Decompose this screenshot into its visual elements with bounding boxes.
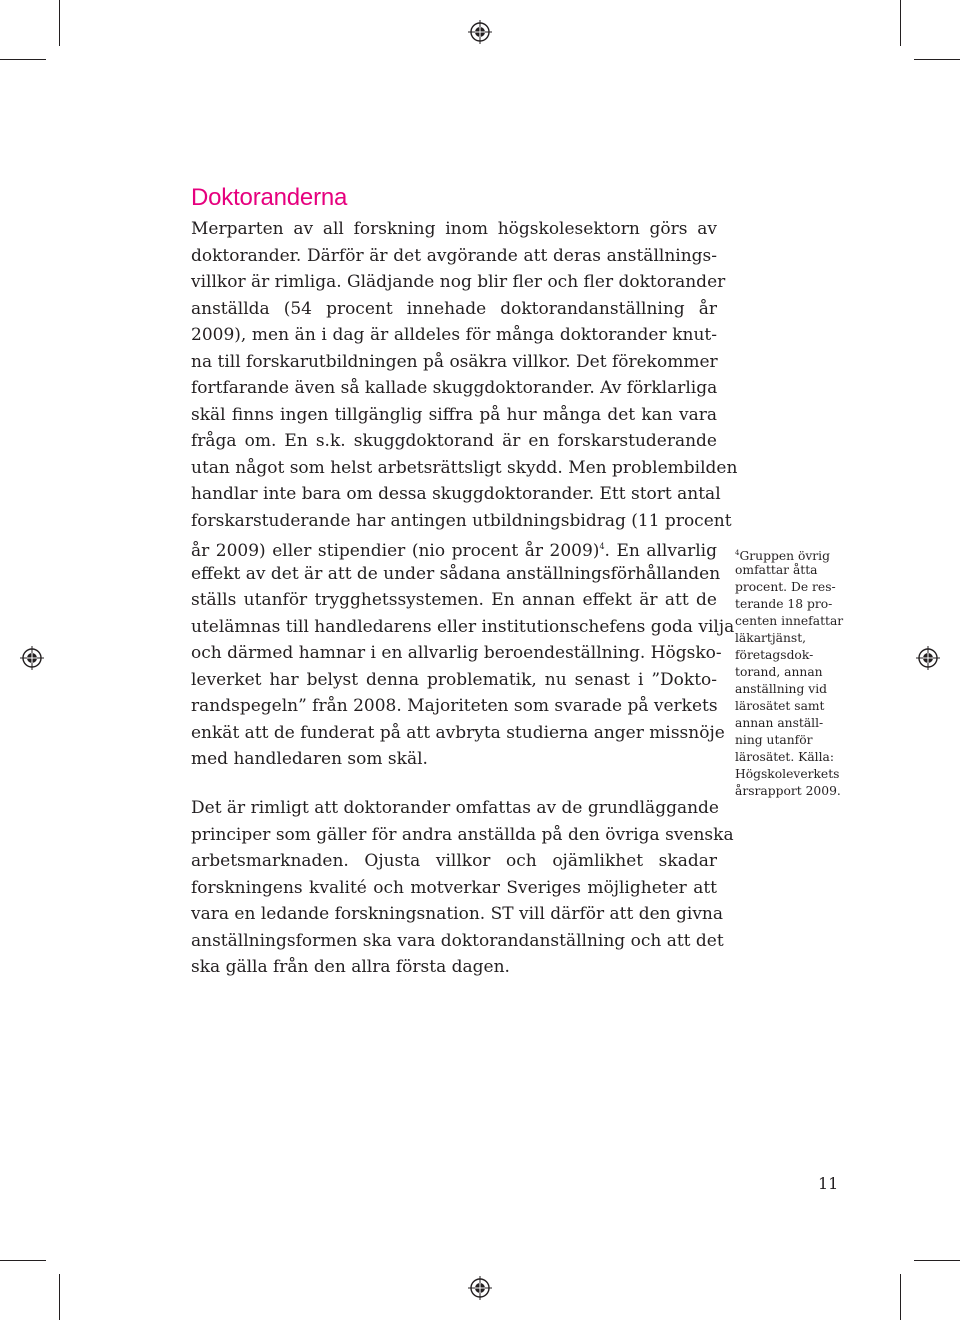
body-line: villkor är rimliga. Glädjande nog blir fler och fler doktorander [191,272,726,292]
footnote-line: anställning vid [735,682,828,696]
body-line: och därmed hamnar i en allvarlig beroendeställning. Högsko- [191,643,722,663]
crop-mark-bottom-left-h [0,1260,46,1261]
footnote-line: lärosätet. Källa: [735,750,835,764]
body-text: . En allvarlig [604,541,717,561]
footnote-line: terande 18 pro- [735,597,833,611]
body-line: utan något som helst arbetsrättsligt skydd. Men problembilden [191,457,738,478]
footnote-line: procent. De res- [735,580,836,594]
body-line: anställningsformen ska vara doktorandanställning och att det [191,930,724,951]
body-line: ställs utanför trygghetssystemen. En annan effekt är att de [191,590,717,610]
crop-mark-bottom-right-v [900,1274,901,1320]
body-line: forskarstuderande har antingen utbildningsbidrag (11 procent [191,510,732,531]
body-line: fråga om. En s.k. skuggdoktorand är en forskarstuderande [191,431,717,451]
crop-mark-top-left-v [59,0,60,46]
body-line: doktorander. Därför är det avgörande att deras anställnings- [191,245,717,266]
registration-mark-left [20,646,44,670]
footnote-line: lärosätet samt [735,699,825,713]
body-line: principer som gäller för andra anställda på den övriga svenska [191,824,734,845]
body-line: Det är rimligt att doktorander omfattas av de grundläggande [191,798,719,818]
crop-mark-bottom-right-h [914,1260,960,1261]
body-text: år 2009) eller stipendier (nio procent år 2009) [191,541,600,561]
section-heading: Doktoranderna [191,184,348,211]
footnote-line: omfattar åtta [735,563,818,577]
body-line: enkät att de funderat på att avbryta studierna anger missnöje [191,722,725,743]
footnote-line: företagsdok- [735,648,814,662]
footnote-line: årsrapport 2009. [735,784,841,798]
body-line: med handledaren som skäl. [191,749,428,769]
footnote-line: centen innefattar [735,614,844,628]
footnote-marker: 4 [735,549,740,557]
body-line: 2009), men än i dag är alldeles för många doktorander knut- [191,325,717,345]
footnote-line: Högskoleverkets [735,767,840,781]
page-number: 11 [818,1174,839,1193]
crop-mark-top-right-h [914,59,960,60]
footnote-line: annan anställ- [735,716,824,730]
body-line: effekt av det är att de under sådana anställningsförhållanden [191,563,721,584]
body-line: vara en ledande forskningsnation. ST vill därför att den givna [191,904,724,924]
body-line: handlar inte bara om dessa skuggdoktorander. Ett stort antal [191,484,721,504]
body-line: anställda (54 procent innehade doktorandanställning år [191,298,717,319]
body-line: fortfarande även så kallade skuggdoktorander. Av förklarliga [191,378,718,398]
crop-mark-bottom-left-v [59,1274,60,1320]
body-line: randspegeln” från 2008. Majoriteten som svarade på verkets [191,696,718,716]
footnote-text: Gruppen övrig [739,549,830,563]
footnote-reference: 4 [599,542,605,551]
crop-mark-top-left-h [0,59,46,60]
footnote-line: ning utanför [735,733,813,747]
body-line: na till forskarutbildningen på osäkra villkor. Det förekommer [191,351,718,372]
body-line: skäl finns ingen tillgänglig siffra på hur många det kan vara [191,404,717,425]
body-line: ska gälla från den allra första dagen. [191,957,510,977]
body-line: forskningens kvalité och motverkar Sveriges möjligheter att [191,877,717,898]
footnote-line: läkartjänst, [735,631,807,645]
footnote-line: torand, annan [735,665,823,679]
registration-mark-bottom [468,1276,492,1300]
body-line: arbetsmarknaden. Ojusta villkor och ojämlikhet skadar [191,851,717,871]
registration-mark-top [468,20,492,44]
body-line: utelämnas till handledarens eller institutionschefens goda vilja [191,616,735,637]
crop-mark-top-right-v [900,0,901,46]
body-line: leverket har belyst denna problematik, nu senast i ”Dokto- [191,669,717,690]
registration-mark-right [916,646,940,670]
body-line: Merparten av all forskning inom högskolesektorn görs av [191,219,717,239]
